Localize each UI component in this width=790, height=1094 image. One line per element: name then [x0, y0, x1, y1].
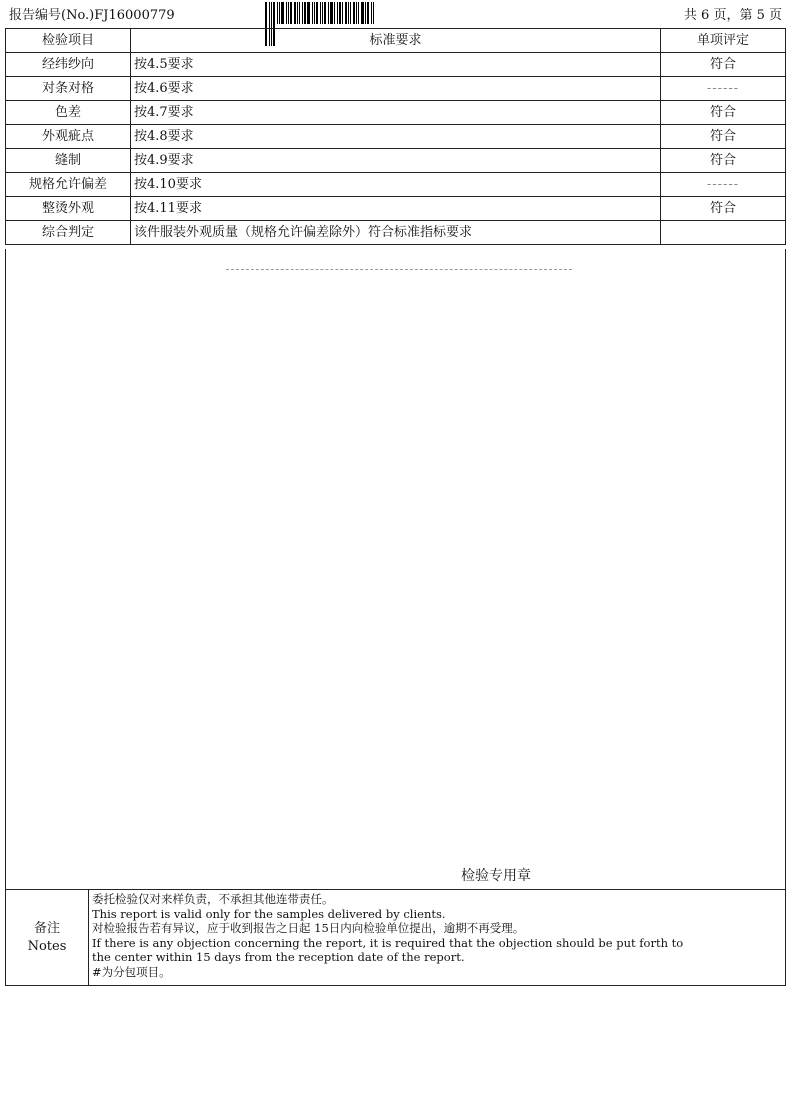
blank-body-area [5, 249, 786, 890]
report-number: 报告编号(No.)FJ16000779 [9, 8, 175, 23]
notes-line: If there is any objection concerning the report, it is required that the objection should be put forth to [92, 935, 684, 950]
inspection-stamp-label: 检验专用章 [461, 868, 531, 884]
row-item: 外观疵点 [6, 125, 131, 149]
row-item: 对条对格 [6, 77, 131, 101]
inspection-table [5, 28, 786, 245]
row-item: 整烫外观 [6, 197, 131, 221]
notes-label-en: Notes [27, 938, 67, 954]
col-header-result: 单项评定 [661, 29, 786, 53]
barcode-image [265, 2, 377, 24]
row-requirement: 按4.7要求 [131, 101, 661, 125]
notes-line: This report is valid only for the samples delivered by clients. [92, 906, 446, 921]
row-requirement: 按4.6要求 [131, 77, 661, 101]
notes-label [6, 890, 89, 985]
row-result: 符合 [661, 149, 786, 173]
row-item: 综合判定 [6, 221, 131, 245]
row-item: 经纬纱向 [6, 53, 131, 77]
table-row [6, 149, 786, 173]
table-row [6, 53, 786, 77]
end-dash-line [226, 269, 572, 270]
row-result: ------ [661, 77, 786, 101]
notes-line: 对检验报告若有异议，应于收到报告之日起 15日内向检验单位提出，逾期不再受理。 [92, 921, 525, 936]
row-result: 符合 [661, 125, 786, 149]
table-row [6, 101, 786, 125]
row-result: ------ [661, 173, 786, 197]
row-requirement: 按4.11要求 [131, 197, 661, 221]
row-result [661, 221, 786, 245]
row-result: 符合 [661, 53, 786, 77]
row-requirement: 按4.10要求 [131, 173, 661, 197]
row-requirement: 按4.8要求 [131, 125, 661, 149]
col-header-requirement: 标准要求 [131, 29, 661, 53]
row-result: 符合 [661, 197, 786, 221]
notes-line: #为分包项目。 [92, 964, 171, 979]
notes-section [5, 889, 786, 986]
table-row [6, 77, 786, 101]
row-item: 规格允许偏差 [6, 173, 131, 197]
notes-line: the center within 15 days from the reception date of the report. [92, 950, 465, 965]
table-header-row [6, 29, 786, 53]
notes-text [92, 892, 781, 980]
row-requirement: 按4.9要求 [131, 149, 661, 173]
table-row [6, 173, 786, 197]
row-requirement: 按4.5要求 [131, 53, 661, 77]
notes-label-cn: 备注 [33, 920, 60, 936]
page-counter: 共 6 页，第 5 页 [683, 8, 782, 23]
table-row-conclusion [6, 221, 786, 245]
notes-line: 委托检验仅对来样负责，不承担其他连带责任。 [92, 892, 334, 906]
row-result: 符合 [661, 101, 786, 125]
row-item: 缝制 [6, 149, 131, 173]
table-row [6, 125, 786, 149]
row-item: 色差 [6, 101, 131, 125]
table-row [6, 197, 786, 221]
row-requirement: 该件服装外观质量（规格允许偏差除外）符合标准指标要求 [131, 221, 661, 245]
col-header-item: 检验项目 [6, 29, 131, 53]
